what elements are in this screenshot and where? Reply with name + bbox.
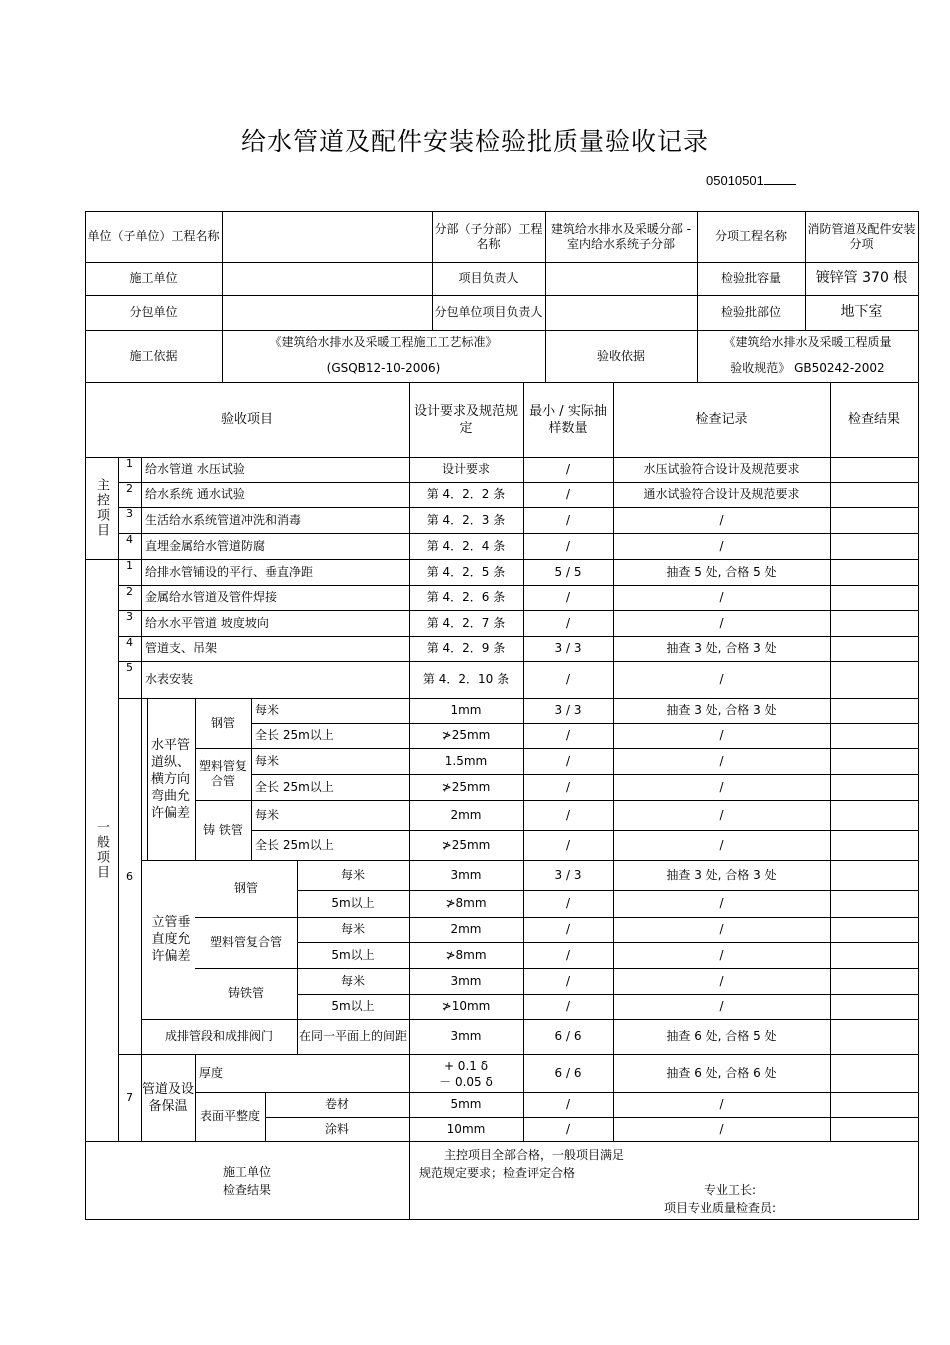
- record-value: /: [719, 672, 724, 686]
- item-name: 水表安装: [145, 672, 194, 686]
- record-value: /: [719, 779, 724, 794]
- form-code: 05010501: [706, 172, 796, 188]
- part-label: 检验批部位: [720, 305, 781, 319]
- insulation-label: 管道及设备保温: [141, 1081, 194, 1114]
- record-value: /: [719, 837, 724, 852]
- basis-value-2: (GSQB12-10-2006): [326, 360, 441, 375]
- design-value: 第 4．2．7 条: [426, 615, 506, 630]
- design-value: 第 4．2．10 条: [422, 672, 510, 686]
- item-name: 给排水管铺设的平行、垂直净距: [145, 564, 314, 579]
- record-value: /: [719, 973, 724, 988]
- sub-item: 在同一平面上的间距: [298, 1029, 407, 1043]
- sub-item: 每米: [340, 973, 365, 988]
- material-label: 钢管: [233, 881, 258, 895]
- col-item: 验收项目: [220, 412, 273, 427]
- record-value: 抽查 6 处, 合格 5 处: [666, 1029, 777, 1043]
- footer-label-2: 检查结果: [222, 1182, 271, 1197]
- subitem-value: 消防管道及配件安装分项: [807, 221, 916, 251]
- sample-value: /: [565, 973, 571, 988]
- record-value: 抽查 6 处, 合格 6 处: [666, 1065, 777, 1080]
- item-name: 给水管道 水压试验: [145, 462, 245, 476]
- sample-value: /: [565, 538, 571, 553]
- sub-item: 卷材: [324, 1097, 349, 1111]
- subdiv-label: 分部（子分部）工程名称: [434, 221, 543, 251]
- unit-label: 单位（子单位）工程名称: [87, 229, 220, 243]
- sub-item: 每米: [340, 922, 365, 936]
- record-value: /: [719, 728, 724, 742]
- sub-item: 每米: [255, 703, 280, 717]
- record-value: /: [719, 896, 724, 910]
- row-number: 4: [126, 635, 133, 649]
- sample-value: 5 / 5: [554, 564, 582, 579]
- row-number: 2: [126, 584, 133, 598]
- design-value: ≯8mm: [445, 896, 487, 910]
- design-value: + 0.1 δ: [443, 1058, 489, 1073]
- item-name: 金属给水管道及管件焊接: [145, 590, 278, 604]
- material-label: 钢管: [210, 715, 235, 730]
- record-value: /: [719, 999, 724, 1013]
- capacity-label: 检验批容量: [720, 271, 781, 285]
- record-value: /: [719, 807, 724, 822]
- record-value: /: [719, 615, 724, 630]
- subitem-label: 分项工程名称: [714, 229, 787, 243]
- pm-label: 项目负责人: [458, 271, 519, 285]
- design-value: ≯25mm: [441, 837, 491, 852]
- flatness-label: 表面平整度: [199, 1109, 260, 1123]
- table-rule: [830, 382, 831, 1142]
- sub-item: 每米: [255, 807, 280, 822]
- item-name: 管道支、吊架: [145, 641, 218, 655]
- sub-item: 全长 25m以上: [255, 779, 334, 794]
- conclusion-line-2: 规范规定要求；检查评定合格: [419, 1165, 576, 1180]
- sample-value: /: [565, 807, 571, 822]
- design-value: 10mm: [446, 1121, 486, 1136]
- table-rule: [918, 211, 919, 1220]
- design-value: 第 4．2．6 条: [426, 590, 506, 604]
- item-name: 给水系统 通水试验: [145, 487, 245, 501]
- sample-value: /: [565, 896, 571, 910]
- record-value: /: [719, 947, 724, 962]
- record-value: /: [719, 1121, 724, 1136]
- design-value: 2mm: [450, 922, 482, 936]
- col-design: 设计要求及规范规定: [413, 403, 518, 436]
- row-number: 2: [126, 481, 133, 495]
- record-value: /: [719, 512, 724, 527]
- sample-value: /: [565, 590, 571, 604]
- sub-item: 5m以上: [331, 947, 375, 962]
- row-number: 3: [126, 609, 133, 623]
- sub-item: 每米: [340, 867, 365, 882]
- sample-value: /: [565, 462, 571, 476]
- main-items-label: 主控项目: [94, 478, 109, 538]
- design-value: ≯8mm: [445, 947, 487, 962]
- material-label: 塑料管复合管: [209, 935, 282, 949]
- basis-label: 施工依据: [129, 348, 178, 363]
- sample-value: 3 / 3: [554, 641, 582, 655]
- accept-value-2: 验收规范》 GB50242-2002: [730, 360, 885, 375]
- sample-value: 3 / 3: [554, 703, 582, 717]
- sub-pm-label: 分包单位项目负责人: [434, 305, 543, 319]
- builder-label: 施工单位: [129, 271, 178, 285]
- col-sample: 最小 / 实际抽样数量: [529, 403, 607, 436]
- sub-pm-value: [545, 295, 697, 330]
- capacity-value: 镀锌管 370 根: [815, 270, 908, 286]
- design-value: － 0.05 δ: [439, 1074, 493, 1089]
- design-value: ≯10mm: [441, 999, 491, 1013]
- design-value: ≯25mm: [441, 779, 491, 794]
- table-rule: [85, 1141, 919, 1142]
- sample-value: /: [565, 1097, 571, 1111]
- sample-value: /: [565, 947, 571, 962]
- horizontal-deviation-label: 水平管道纵、横方向弯曲允许偏差: [151, 737, 191, 821]
- sample-value: /: [565, 1121, 571, 1136]
- material-label: 铸 铁管: [203, 822, 243, 837]
- design-value: 第 4．2．2 条: [426, 487, 506, 501]
- col-result: 检查结果: [847, 412, 900, 427]
- subdiv-value: 建筑给水排水及采暖分部 - 室内给水系统子分部: [550, 221, 692, 251]
- sub-item: 涂料: [324, 1121, 349, 1136]
- record-value: 抽查 3 处, 合格 3 处: [666, 867, 777, 882]
- table-rule: [85, 1219, 919, 1220]
- item-name: 生活给水系统管道冲洗和消毒: [145, 512, 302, 527]
- foreman-signature: 专业工长:: [704, 1182, 757, 1197]
- part-value: 地下室: [840, 304, 883, 320]
- row-number: 1: [126, 456, 133, 470]
- sample-value: /: [565, 837, 571, 852]
- row-number: 7: [126, 1091, 133, 1104]
- design-value: 第 4．2．5 条: [426, 564, 506, 579]
- material-label: 铸铁管: [227, 986, 264, 1000]
- record-value: /: [719, 753, 724, 768]
- item-name: 给水水平管道 坡度坡向: [145, 615, 269, 630]
- page-title: 给水管道及配件安装检验批质量验收记录: [240, 127, 709, 156]
- col-record: 检查记录: [695, 412, 748, 427]
- record-value: 抽查 3 处, 合格 3 处: [666, 641, 777, 655]
- design-value: 2mm: [450, 807, 482, 822]
- row-number: 5: [126, 660, 133, 674]
- record-value: /: [719, 590, 724, 604]
- sample-value: /: [565, 728, 571, 742]
- sub-label: 分包单位: [129, 305, 178, 319]
- accept-label: 验收依据: [596, 348, 645, 363]
- conclusion-line-1: 主控项目全部合格，一般项目满足: [444, 1147, 625, 1162]
- design-value: 第 4．2．9 条: [426, 641, 506, 655]
- sample-value: 6 / 6: [554, 1065, 582, 1080]
- design-value: 3mm: [450, 973, 482, 988]
- item-name: 厚度: [199, 1065, 224, 1080]
- design-value: 1.5mm: [444, 753, 488, 768]
- sub-item: 全长 25m以上: [255, 728, 334, 742]
- vertical-deviation-label: 立管垂直度允许偏差: [151, 915, 191, 964]
- sample-value: /: [565, 779, 571, 794]
- sub-item: 5m以上: [331, 999, 375, 1013]
- record-value: /: [719, 922, 724, 936]
- general-items-label: 一般项目: [94, 820, 109, 880]
- sample-value: /: [565, 922, 571, 936]
- row-number: 4: [126, 532, 133, 546]
- sample-value: 3 / 3: [554, 867, 582, 882]
- record-value: 水压试验符合设计及规范要求: [643, 462, 800, 476]
- record-value: 抽查 5 处, 合格 5 处: [666, 564, 777, 579]
- basis-value-1: 《建筑给水排水及采暖工程施工工艺标准》: [269, 334, 498, 349]
- sub-item: 每米: [255, 753, 280, 768]
- design-value: 第 4．2．4 条: [426, 538, 506, 553]
- design-value: 设计要求: [441, 462, 490, 476]
- design-value: ≯25mm: [441, 728, 491, 742]
- footer-label-1: 施工单位: [222, 1164, 271, 1179]
- sample-value: /: [565, 487, 571, 501]
- sample-value: /: [565, 615, 571, 630]
- inspector-signature: 项目专业质量检查员:: [664, 1200, 777, 1215]
- design-value: 3mm: [450, 867, 482, 882]
- design-value: 1mm: [450, 703, 482, 717]
- record-value: 抽查 3 处, 合格 3 处: [666, 703, 777, 717]
- record-value: 通水试验符合设计及规范要求: [643, 487, 800, 501]
- sample-value: 6 / 6: [554, 1029, 582, 1043]
- sample-value: /: [565, 512, 571, 527]
- row-number: 3: [126, 506, 133, 520]
- material-label: 塑料管复合管: [198, 759, 247, 788]
- row-number: 1: [126, 558, 133, 572]
- record-value: /: [719, 538, 724, 553]
- item-name: 成排管段和成排阀门: [164, 1029, 273, 1043]
- sample-value: /: [565, 672, 571, 686]
- sub-item: 全长 25m以上: [255, 837, 334, 852]
- pm-value: [545, 262, 697, 295]
- item-name: 直埋金属给水管道防腐: [145, 538, 266, 553]
- unit-value: [222, 211, 432, 262]
- design-value: 第 4．2．3 条: [426, 512, 506, 527]
- sample-value: /: [565, 753, 571, 768]
- builder-value: [222, 262, 432, 295]
- accept-value-1: 《建筑给水排水及采暖工程质量: [723, 334, 892, 349]
- design-value: 5mm: [450, 1097, 482, 1111]
- sample-value: /: [565, 999, 571, 1013]
- row-number: 6: [126, 869, 133, 883]
- record-value: /: [719, 1097, 724, 1111]
- sub-item: 5m以上: [331, 896, 375, 910]
- sub-value: [222, 295, 432, 330]
- design-value: 3mm: [450, 1029, 482, 1043]
